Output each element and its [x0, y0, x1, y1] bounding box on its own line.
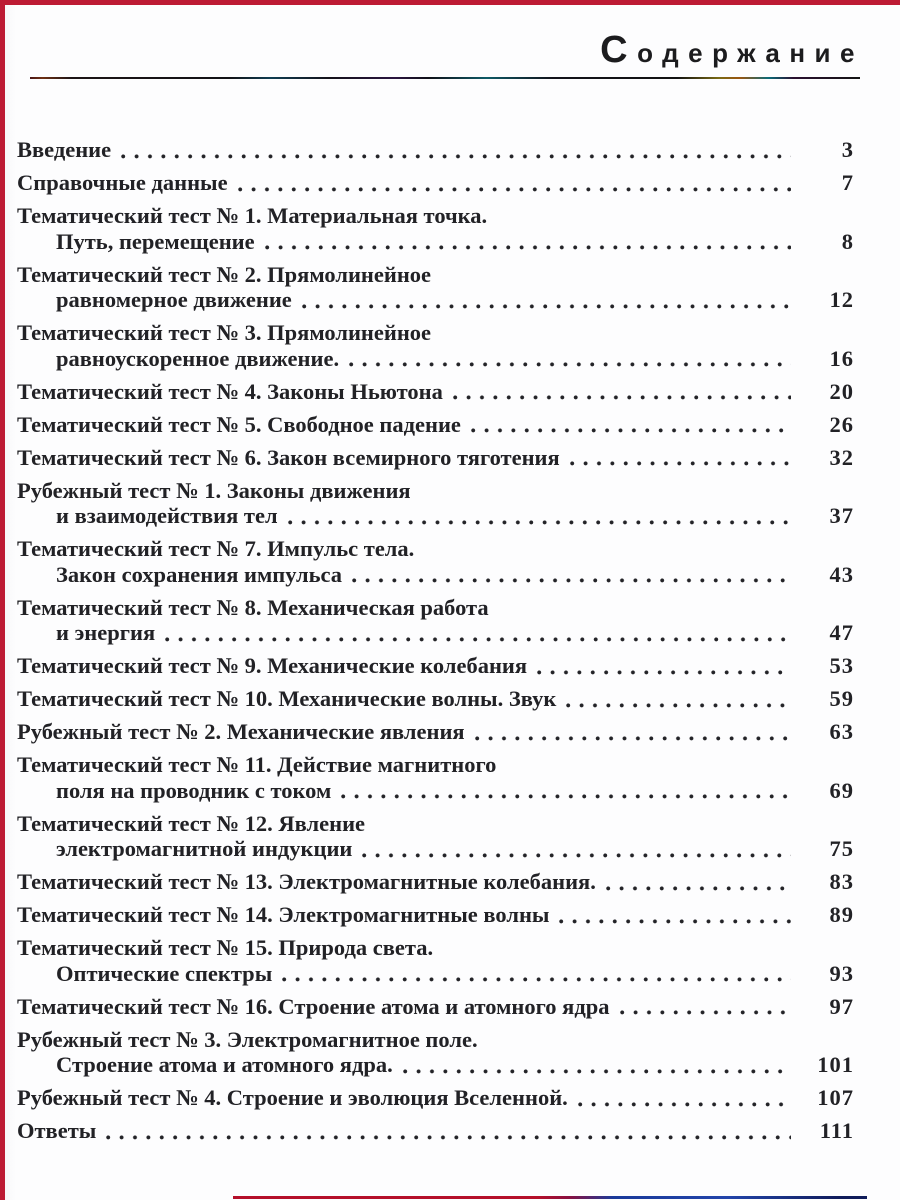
- toc-entry-line: [17, 1052, 854, 1078]
- toc-entry-text: Тематический тест № 16. Строение атома и атомного ядра: [17, 993, 610, 1019]
- toc-entry: [17, 595, 854, 646]
- toc-entry-line: [17, 262, 854, 288]
- toc-entry: [17, 1118, 854, 1144]
- toc-entry: [17, 137, 854, 163]
- toc-entry: [17, 935, 854, 986]
- page-number: 37: [829, 503, 854, 528]
- toc-entry: [17, 170, 854, 196]
- toc-list: [17, 137, 854, 1144]
- toc-entry: [17, 320, 854, 371]
- toc-entry-text: Тематический тест № 15. Природа света.: [17, 935, 434, 960]
- toc-entry: [17, 869, 854, 895]
- toc-entry: [17, 1027, 854, 1078]
- toc-entry-line: [17, 994, 854, 1020]
- toc-entry-text: Ответы: [17, 1118, 97, 1143]
- dot-leader: [568, 1085, 796, 1111]
- dot-leader: [155, 620, 796, 646]
- toc-entry-text: Путь, перемещение: [56, 228, 255, 254]
- toc-entry-text: Тематический тест № 12. Явление: [17, 810, 366, 836]
- toc-entry-line: [17, 620, 854, 646]
- toc-entry-line: [17, 503, 854, 529]
- page-number: 47: [829, 620, 854, 645]
- toc-entry-line: [17, 203, 854, 229]
- dot-leader: [272, 961, 796, 987]
- toc-entry-line: [17, 229, 854, 255]
- toc-entry-line: [17, 562, 854, 588]
- page-number: 53: [829, 653, 854, 678]
- toc-entry: [17, 203, 854, 254]
- toc-entry-line: [17, 653, 854, 679]
- dot-leader: [610, 994, 797, 1020]
- toc-entry: [17, 262, 854, 313]
- toc-entry: [17, 445, 854, 471]
- toc-entry-text: равноускоренное движение.: [56, 345, 340, 371]
- toc-entry-line: [17, 1085, 854, 1111]
- toc-entry-line: [17, 137, 854, 163]
- toc-entry-text: Строение атома и атомного ядра.: [56, 1052, 393, 1077]
- page-number: 16: [829, 345, 854, 371]
- page-title: Содержание: [600, 29, 864, 71]
- dot-leader: [549, 902, 796, 928]
- page-number: 69: [829, 777, 854, 803]
- toc-entry-text: Тематический тест № 4. Законы Ньютона: [17, 378, 443, 404]
- toc-entry-text: Рубежный тест № 4. Строение и эволюция Вселенной.: [17, 1085, 568, 1110]
- page-number: 83: [829, 869, 854, 894]
- toc-entry-text: Тематический тест № 3. Прямолинейное: [17, 320, 432, 345]
- page-number: 59: [829, 686, 854, 711]
- dot-leader: [556, 686, 796, 712]
- scan-edge-top: [0, 0, 900, 5]
- toc-entry-line: [17, 478, 854, 504]
- toc-entry-text: Тематический тест № 10. Механические волны. Звук: [17, 686, 557, 711]
- toc-entry-text: Тематический тест № 11. Действие магнитного: [17, 752, 497, 777]
- page-number: 26: [829, 411, 854, 437]
- toc-entry-line: [17, 811, 854, 837]
- page-number: 43: [829, 561, 854, 587]
- toc-entry-text: Оптические спектры: [56, 960, 273, 986]
- toc-entry-text: и энергия: [56, 620, 156, 645]
- header-rule: [30, 77, 860, 79]
- toc-entry-line: [17, 287, 854, 313]
- toc-entry-line: [17, 445, 854, 471]
- dot-leader: [111, 137, 796, 163]
- page-number: 101: [817, 1052, 854, 1077]
- toc-entry-text: Тематический тест № 14. Электромагнитные волны: [17, 902, 550, 927]
- toc-entry: [17, 994, 854, 1020]
- toc-entry: [17, 478, 854, 529]
- dot-leader: [461, 412, 796, 438]
- dot-leader: [443, 379, 796, 405]
- page-number: 75: [829, 836, 854, 861]
- toc-entry: [17, 719, 854, 745]
- toc-entry-line: [17, 869, 854, 895]
- toc-entry: [17, 412, 854, 438]
- dot-leader: [255, 229, 796, 255]
- page-number: 107: [817, 1085, 854, 1110]
- toc-entry-text: Тематический тест № 13. Электромагнитные колебания.: [17, 869, 596, 894]
- toc-entry: [17, 686, 854, 712]
- dot-leader: [596, 869, 796, 895]
- scan-edge-bottom: [233, 1196, 867, 1199]
- dot-leader: [393, 1052, 796, 1078]
- toc-entry-text: Тематический тест № 9. Механические колебания: [17, 653, 528, 678]
- page-number: 32: [829, 444, 854, 470]
- toc-entry: [17, 653, 854, 679]
- toc-entry: [17, 1085, 854, 1111]
- toc-entry-text: Закон сохранения импульса: [56, 561, 342, 587]
- dot-leader: [352, 836, 796, 862]
- page-number: 63: [829, 719, 854, 744]
- toc-entry-text: Тематический тест № 6. Закон всемирного тяготения: [17, 444, 560, 470]
- toc-entry-text: Тематический тест № 2. Прямолинейное: [17, 261, 432, 287]
- toc-entry-line: [17, 379, 854, 405]
- page-number: 12: [829, 287, 854, 312]
- toc-entry: [17, 536, 854, 587]
- dot-leader: [278, 503, 796, 529]
- toc-entry: [17, 811, 854, 862]
- toc-entry: [17, 902, 854, 928]
- page-number: 7: [841, 170, 854, 195]
- dot-leader: [339, 346, 796, 372]
- page-number: 20: [829, 378, 854, 404]
- toc-entry-line: [17, 836, 854, 862]
- dot-leader: [228, 170, 796, 196]
- dot-leader: [292, 287, 796, 313]
- page-number: 111: [819, 1118, 854, 1143]
- toc-entry-text: поля на проводник с током: [56, 777, 332, 803]
- dot-leader: [96, 1118, 796, 1144]
- toc-entry-line: [17, 961, 854, 987]
- toc-entry-line: [17, 902, 854, 928]
- toc-entry-line: [17, 346, 854, 372]
- toc-entry: [17, 379, 854, 405]
- dot-leader: [465, 719, 796, 745]
- toc-entry-text: Рубежный тест № 2. Механические явления: [17, 719, 465, 744]
- toc-entry-line: [17, 595, 854, 621]
- dot-leader: [560, 445, 796, 471]
- toc-entry-text: Тематический тест № 5. Свободное падение: [17, 411, 461, 437]
- dot-leader: [331, 778, 796, 804]
- toc-entry-line: [17, 412, 854, 438]
- toc-entry-line: [17, 719, 854, 745]
- toc-entry-text: Тематический тест № 1. Материальная точка.: [17, 203, 488, 228]
- toc-entry-text: и взаимодействия тел: [56, 503, 278, 528]
- toc-entry-line: [17, 752, 854, 778]
- toc-entry-text: Тематический тест № 8. Механическая работа: [17, 594, 489, 620]
- page-number: 89: [829, 902, 854, 927]
- page-number: 8: [841, 228, 854, 254]
- page-number: 3: [841, 137, 854, 162]
- toc-entry-line: [17, 778, 854, 804]
- toc-entry-line: [17, 935, 854, 961]
- dot-leader: [527, 653, 796, 679]
- page-number: 97: [829, 993, 854, 1019]
- toc-entry-text: равномерное движение: [56, 287, 292, 312]
- toc-entry-text: Введение: [17, 137, 112, 162]
- scan-edge-left: [0, 0, 5, 1200]
- toc-entry-text: Справочные данные: [17, 170, 228, 195]
- toc-entry-line: [17, 1118, 854, 1144]
- toc-entry-line: [17, 320, 854, 346]
- toc-entry-text: Тематический тест № 7. Импульс тела.: [17, 536, 415, 561]
- toc-entry: [17, 752, 854, 803]
- dot-leader: [342, 562, 796, 588]
- toc-entry-text: Рубежный тест № 3. Электромагнитное поле.: [17, 1026, 478, 1052]
- toc-entry-line: [17, 170, 854, 196]
- toc-entry-line: [17, 686, 854, 712]
- page-number: 93: [829, 960, 854, 986]
- toc-entry-text: Рубежный тест № 1. Законы движения: [17, 477, 411, 503]
- toc-entry-text: электромагнитной индукции: [56, 836, 353, 861]
- toc-entry-line: [17, 1027, 854, 1053]
- toc-entry-line: [17, 536, 854, 562]
